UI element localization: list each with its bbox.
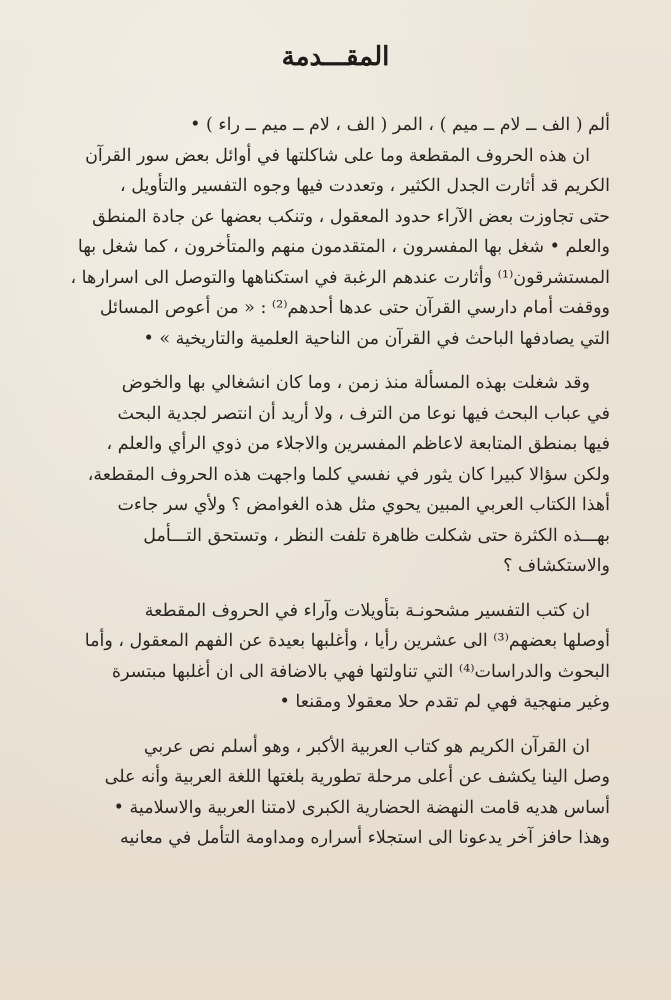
text-line: أوصلها بعضهم⁽³⁾ الى عشرين رأيا ، وأغلبها بعيدة عن الفهم المعقول ، وأما [84, 631, 610, 651]
text-line: ان القرآن الكريم هو كتاب العربية الأكبر ، وهو أسلم نص عربي [143, 736, 590, 757]
text-line: أساس هديه قامت النهضة الحضارية الكبرى لامتنا العربية والاسلامية • [113, 797, 610, 818]
text-line: ألم ( الف ــ لام ــ ميم ) ، المر ( الف ، لام ــ ميم ــ راء ) • [190, 115, 610, 135]
paragraph-3 [62, 596, 610, 718]
paragraph-1 [62, 110, 610, 354]
text-line: ان كتب التفسير مشحونـة بتأويلات وآراء في الحروف المقطعة [144, 600, 590, 621]
text-line: أهذا الكتاب العربي المبين يحوي مثل هذه الغوامض ؟ ولأي سر جاءت [117, 495, 610, 515]
text-line: التي يصادفها الباحث في القرآن من الناحية العلمية والتاريخية » • [143, 328, 610, 349]
text-line: ان هذه الحروف المقطعة وما على شاكلتها في أوائل بعض سور القرآن [85, 145, 590, 166]
page-title: المقـــدمة [281, 42, 390, 72]
text-line: وهذا حافز آخر يدعونا الى استجلاء أسراره ومداومة التأمل في معانيه [120, 828, 610, 848]
text-line: المستشرقون⁽¹⁾ وأثارت عندهم الرغبة في استكناهها والتوصل الى اسرارها ، [70, 267, 610, 288]
text-line: وغير منهجية فهي لم تقدم حلا معقولا ومقنعا • [279, 692, 610, 712]
text-line: الكريم قد أثارت الجدل الكثير ، وتعددت فيها وجوه التفسير والتأويل ، [120, 176, 610, 196]
text-line: والعلم • شغل بها المفسرون ، المتقدمون منهم والمتأخرون ، كما شغل بها [77, 237, 610, 257]
text-line: وقد شغلت بهذه المسألة منذ زمن ، وما كان انشغالي بها والخوض [121, 373, 590, 393]
text-line: بهـــذه الكثرة حتى شكلت ظاهرة تلفت النظر ، وتستحق التـــأمل [143, 525, 610, 546]
body-text [62, 110, 610, 868]
text-line: وصل الينا يكشف عن أعلى مرحلة تطورية بلغتها اللغة العربية وأنه على [104, 767, 610, 787]
text-line: ولكن سؤالا كبيرا كان يثور في نفسي كلما واجهت هذه الحروف المقطعة، [87, 464, 610, 485]
text-line: حتى تجاوزت بعض الآراء حدود المعقول ، وتنكب بعضها عن جادة المنطق [92, 206, 610, 227]
text-line: فيها بمنطق المتابعة لاعاظم المفسرين والاجلاء من ذوي الرأي والعلم ، [106, 434, 610, 454]
text-line: ووقفت أمام دارسي القرآن حتى عدها أحدهم⁽²⁾ : « من أعوص المسائل [99, 298, 610, 318]
text-line: في عباب البحث فيها نوعا من الترف ، ولا أريد أن انتصر لجدية البحث [117, 403, 610, 424]
text-line: البحوث والدراسات⁽⁴⁾ التي تناولتها فهي بالاضافة الى ان أغلبها مبتسرة [111, 661, 610, 682]
text-line: والاستكشاف ؟ [503, 556, 610, 576]
paragraph-2 [62, 368, 610, 582]
paragraph-4 [62, 732, 610, 854]
